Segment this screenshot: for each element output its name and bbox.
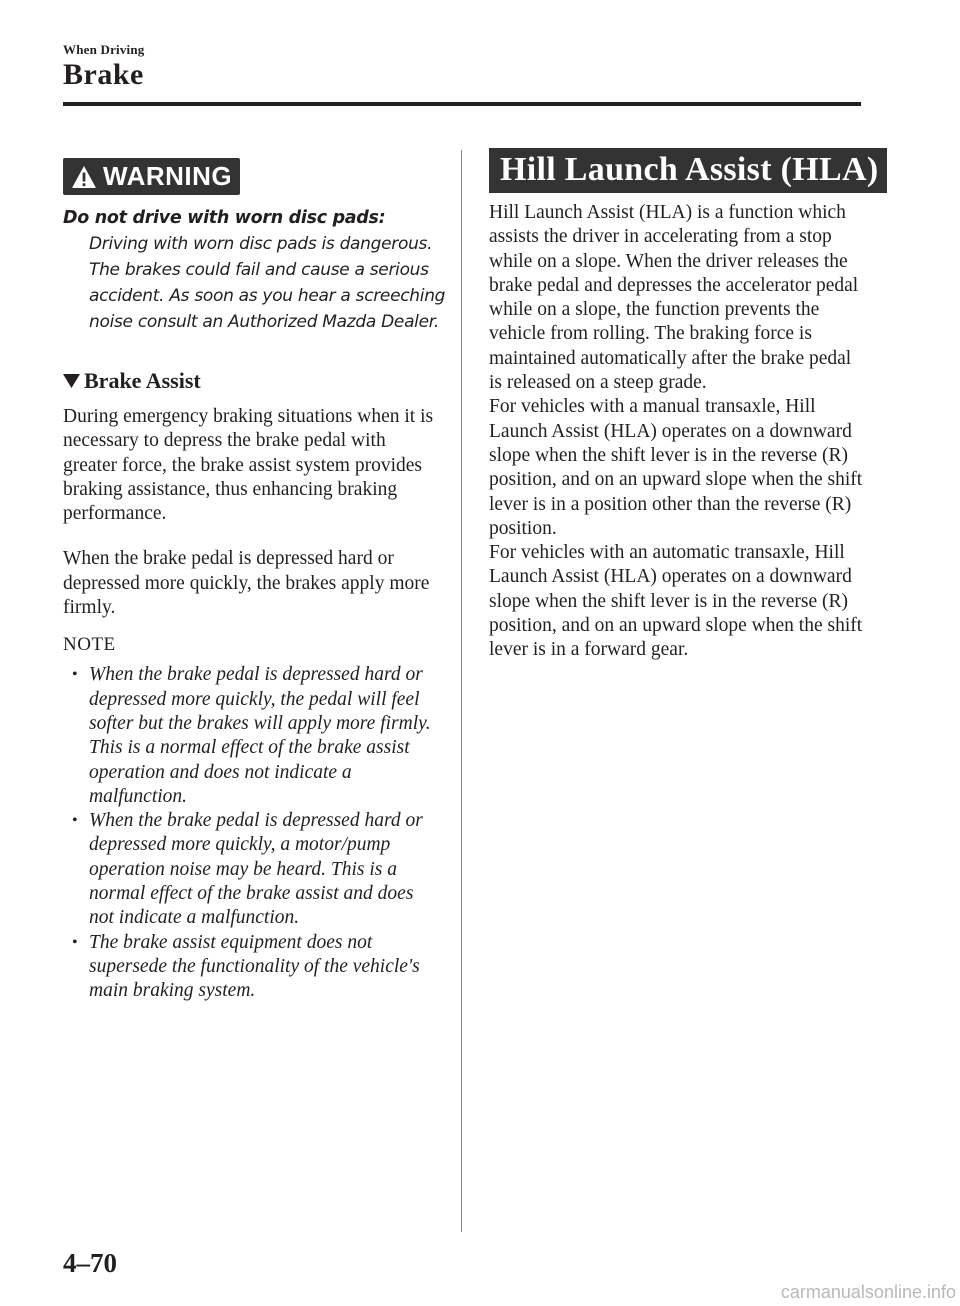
section-label: When Driving	[63, 42, 145, 57]
warning-heading: Do not drive with worn disc pads:	[63, 208, 386, 228]
note-text: The brake assist equipment does not supersede the functionality of the vehicle's main braking system.	[89, 931, 420, 1002]
brake-assist-heading	[63, 368, 443, 394]
watermark: carmanualsonline.info	[780, 1282, 956, 1302]
note-text: When the brake pedal is depressed hard or depressed more quickly, the pedal will feel softer but the brakes will apply more firmly. This is a normal effect of the brake assist operation and does not indicate a malfunction.	[89, 664, 431, 807]
page-number: 4–70	[63, 1248, 117, 1278]
note-list	[63, 663, 443, 1003]
header-rule	[63, 102, 861, 106]
chapter-title: Brake	[63, 58, 144, 91]
hla-paragraph: Hill Launch Assist (HLA) is a function which assists the driver in accelerating from a stop while on a slope. When the driver releases the brake pedal and depresses the accelerator pedal while on a slope, the function prevents the vehicle from rolling. The braking force is maintained automatically after the brake pedal is released on a steep grade.	[489, 202, 859, 394]
hla-paragraph: For vehicles with an automatic transaxle, Hill Launch Assist (HLA) operates on a downward slope when the shift lever is in the reverse (R) position, and on an upward slope when the shift lever is in a forward gear.	[489, 542, 863, 661]
warning-label: WARNING	[103, 161, 233, 191]
note-item	[63, 809, 443, 930]
warning-body: Driving with worn disc pads is dangerous. The brakes could fail and cause a serious accident. As soon as you hear a screeching noise consult an Authorized Mazda Dealer.	[89, 234, 446, 332]
bullet-icon: •	[72, 933, 78, 951]
left-column	[63, 158, 446, 1004]
exclamation-triangle-icon	[71, 165, 97, 189]
triangle-down-icon	[63, 374, 80, 388]
warning-banner	[63, 158, 240, 195]
hla-section-title: Hill Launch Assist (HLA)	[489, 148, 887, 193]
brake-assist-paragraph: During emergency braking situations when it is necessary to depress the brake pedal with greater force, the brake assist system provides braking assistance, thus enhancing braking performance.	[63, 406, 434, 525]
note-item	[63, 931, 443, 1004]
right-column	[489, 148, 879, 663]
note-item	[63, 663, 443, 809]
hla-paragraph: For vehicles with a manual transaxle, Hill Launch Assist (HLA) operates on a downward slope when the shift lever is in the reverse (R) position, and on an upward slope when the shift lever is in a position other than the reverse (R) position.	[489, 396, 863, 539]
bullet-icon: •	[72, 812, 78, 830]
column-divider	[461, 150, 462, 1232]
bullet-icon: •	[72, 666, 78, 684]
note-text: When the brake pedal is depressed hard or depressed more quickly, a motor/pump operation noise may be heard. This is a normal effect of the brake assist and does not indicate a malfunction.	[89, 810, 423, 929]
brake-assist-title: Brake Assist	[84, 368, 201, 393]
brake-assist-paragraph: When the brake pedal is depressed hard or depressed more quickly, the brakes apply more firmly.	[63, 548, 430, 619]
note-label: NOTE	[63, 634, 116, 656]
